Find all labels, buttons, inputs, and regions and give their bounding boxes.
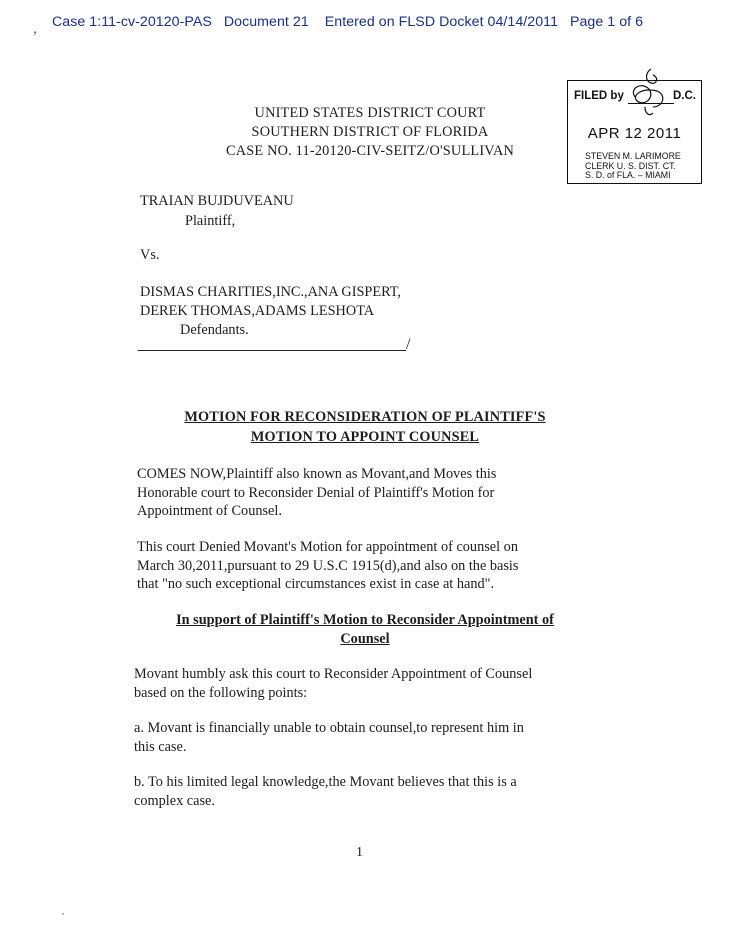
- paragraph-line: March 30,2011,pursuant to 29 U.S.C 1915(d),and also on the basis: [137, 557, 519, 574]
- margin-tick-mark: ,: [33, 20, 37, 36]
- court-name: UNITED STATES DISTRICT COURT: [254, 105, 486, 121]
- clerk-location: S. D. of FLA. – MIAMI: [585, 170, 671, 180]
- clerk-name: STEVEN M. LARIMORE: [585, 151, 681, 161]
- paragraph-line: Honorable court to Reconsider Denial of Plaintiff's Motion for: [137, 484, 495, 501]
- filed-stamp: [567, 80, 702, 184]
- paragraph-line: This court Denied Movant's Motion for appointment of counsel on: [137, 539, 518, 555]
- case-number: CASE NO. 11-20120-CIV-SEITZ/O'SULLIVAN: [225, 143, 515, 159]
- paragraph-line: Movant humbly ask this court to Reconsider Appointment of Counsel: [134, 666, 533, 682]
- point-b: [134, 773, 517, 810]
- paragraph-court-denied: [137, 538, 518, 594]
- stamp-filed-by: FILED by: [574, 90, 624, 102]
- court-header: [200, 104, 540, 161]
- motion-title: [160, 407, 570, 447]
- defendants-role: Defendants.: [180, 322, 249, 338]
- caption-slash: /: [406, 336, 411, 353]
- page-number: 1: [356, 845, 363, 860]
- defendants-line-2: DEREK THOMAS,ADAMS LESHOTA: [140, 303, 375, 319]
- motion-title-line-1: MOTION FOR RECONSIDERATION OF PLAINTIFF'S: [184, 409, 546, 425]
- clerk-office: CLERK U. S. DIST. CT.: [585, 160, 676, 171]
- motion-title-line-2: MOTION TO APPOINT COUNSEL: [250, 429, 480, 445]
- paragraph-line: complex case.: [134, 792, 215, 809]
- support-subheading: [140, 611, 590, 649]
- paragraph-line: this case.: [134, 738, 187, 755]
- subheading-line-1: In support of Plaintiff's Motion to Reconsider Appointment of: [176, 612, 554, 628]
- point-a: [134, 719, 524, 756]
- stamp-clerk-info: [585, 152, 681, 181]
- subheading-line-2: Counsel: [340, 631, 390, 647]
- paragraph-movant-asks: [134, 665, 532, 702]
- stamp-dc: D.C.: [673, 90, 696, 102]
- docket-header: Case 1:11-cv-20120-PAS Document 21 Entered on FLSD Docket 04/14/2011 Page 1 of 6: [52, 14, 644, 30]
- paragraph-line: that "no such exceptional circumstances exist in case at hand".: [137, 576, 495, 592]
- defendants-line-1: DISMAS CHARITIES,INC.,ANA GISPERT,: [140, 284, 402, 300]
- stamp-date: APR 12 2011: [587, 125, 682, 142]
- paragraph-line: a. Movant is financially unable to obtain counsel,to represent him in: [134, 720, 524, 736]
- clerk-signature-mark: [623, 67, 675, 123]
- court-district: SOUTHERN DISTRICT OF FLORIDA: [251, 124, 489, 140]
- paragraph-comes-now: [137, 465, 496, 521]
- plaintiff-name: TRAIAN BUJDUVEANU: [140, 193, 294, 209]
- paragraph-line: Appointment of Counsel.: [137, 503, 282, 519]
- paragraph-line: COMES NOW,Plaintiff also known as Movant,and Moves this: [137, 466, 497, 482]
- caption-rule: [138, 350, 406, 351]
- scan-speck: [62, 913, 64, 915]
- paragraph-line: b. To his limited legal knowledge,the Movant believes that this is a: [134, 774, 517, 790]
- paragraph-line: based on the following points:: [134, 684, 308, 701]
- plaintiff-role: Plaintiff,: [185, 213, 236, 229]
- versus: Vs.: [140, 247, 160, 263]
